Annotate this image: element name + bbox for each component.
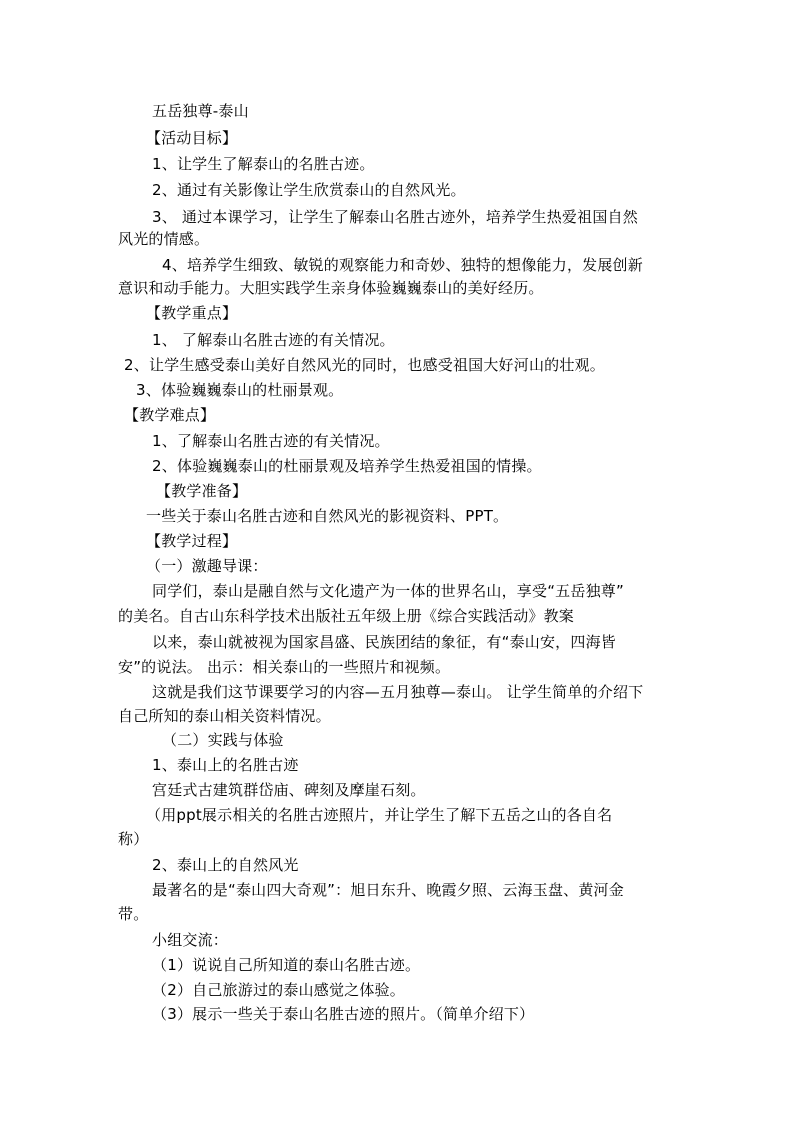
heading-process: 【教学过程】 (146, 532, 238, 550)
difficulty-1: 1、了解泰山名胜古迹的有关情况。 (152, 432, 390, 450)
discussion-item-1: （1）说说自己所知道的泰山名胜古迹。 (152, 956, 421, 974)
key-point-3: 3、体验巍巍泰山的杜丽景观。 (136, 381, 344, 399)
subsection-2-text: 最著名的是“泰山四大奇观”：旭日东升、晚霞夕照、云海玉盘、黄河金 (152, 881, 624, 899)
subsection-1-note: （用ppt展示相关的名胜古迹照片，并让学生了解下五岳之山的各自名 (146, 806, 613, 824)
key-point-1: 1、 了解泰山名胜古迹的有关情况。 (152, 331, 395, 349)
intro-paragraph-2: 的美名。自古山东科学技术出版社五年级上册《综合实践活动》教案 (118, 607, 575, 625)
intro-paragraph-3: 以来，泰山就被视为国家昌盛、民族团结的象征，有“泰山安，四海皆 (152, 633, 616, 651)
goal-3: 3、 通过本课学习，让学生了解泰山名胜古迹外，培养学生热爱祖国自然 (152, 208, 638, 226)
discussion-item-3: （3）展示一些关于泰山名胜古迹的照片。（简单介绍下） (152, 1005, 535, 1023)
heading-activity-goals: 【活动目标】 (146, 129, 238, 147)
subsection-2-heading: 2、泰山上的自然风光 (152, 856, 299, 874)
intro-paragraph-1: 同学们，泰山是融自然与文化遗产为一体的世界名山，享受“五岳独尊” (152, 582, 624, 600)
goal-2: 2、通过有关影像让学生欣赏泰山的自然风光。 (152, 181, 466, 199)
subsection-1-heading: 1、泰山上的名胜古迹 (152, 756, 299, 774)
discussion-item-2: （2）自己旅游过的泰山感觉之体验。 (152, 981, 405, 999)
group-discussion-heading: 小组交流： (152, 931, 229, 949)
section-2-heading: （二）实践与体验 (162, 731, 284, 749)
goal-3-cont: 风光的情感。 (118, 230, 210, 248)
heading-preparation: 【教学准备】 (156, 482, 248, 500)
goal-4: 4、培养学生细致、敏锐的观察能力和奇妙、独特的想像能力，发展创新 (162, 256, 643, 274)
section-1-heading: （一）激趣导课： (146, 557, 268, 575)
intro-paragraph-5: 这就是我们这节课要学习的内容—五月独尊—泰山。 让学生简单的介绍下 (152, 683, 644, 701)
subsection-1-note-cont: 称） (118, 830, 149, 848)
difficulty-2: 2、体验巍巍泰山的杜丽景观及培养学生热爱祖国的情操。 (152, 457, 542, 475)
preparation-text: 一些关于泰山名胜古迹和自然风光的影视资料、PPT。 (146, 507, 509, 525)
goal-4-cont: 意识和动手能力。大胆实践学生亲身体验巍巍泰山的美好经历。 (118, 279, 544, 297)
intro-paragraph-4: 安”的说法。 出示：相关泰山的一些照片和视频。 (118, 658, 451, 676)
key-point-2: 2、让学生感受泰山美好自然风光的同时，也感受祖国大好河山的壮观。 (124, 356, 605, 374)
heading-difficulties: 【教学难点】 (124, 406, 216, 424)
subsection-1-text: 宫廷式古建筑群岱庙、碑刻及摩崖石刻。 (152, 781, 426, 799)
intro-paragraph-6: 自己所知的泰山相关资料情况。 (118, 707, 331, 725)
document-title: 五岳独尊-泰山 (152, 102, 249, 120)
subsection-2-text-cont: 带。 (118, 905, 149, 923)
heading-key-points: 【教学重点】 (146, 304, 238, 322)
goal-1: 1、让学生了解泰山的名胜古迹。 (152, 155, 375, 173)
